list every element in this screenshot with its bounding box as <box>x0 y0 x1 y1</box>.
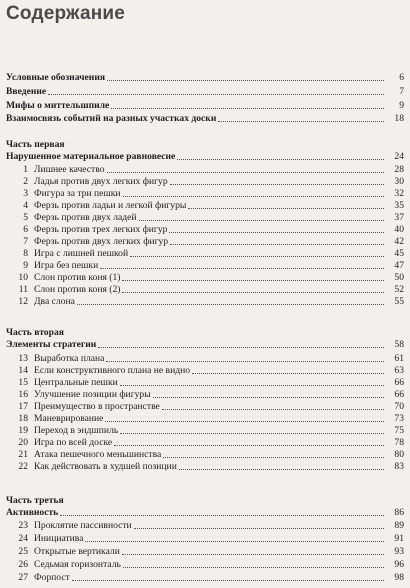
leader-dots <box>107 79 384 81</box>
part-heading-title: Нарушенное материальное равновесие <box>6 151 176 162</box>
chapter-page: 89 <box>394 520 404 531</box>
chapter-title: Преимущество в пространстве <box>34 401 160 412</box>
chapter-title: Атака пешечного меньшинства <box>34 449 162 460</box>
chapter-row <box>6 176 404 187</box>
chapter-number: 16 <box>18 389 28 400</box>
chapter-row <box>6 389 404 400</box>
chapter-number: 3 <box>23 188 28 199</box>
chapter-title: Фигура за три пешки <box>34 188 121 199</box>
leader-dots <box>120 432 384 434</box>
chapter-title: Ферзь против двух ладей <box>34 212 137 223</box>
leader-dots <box>106 360 384 362</box>
chapter-title: Улучшение позиции фигуры <box>34 389 151 400</box>
chapter-page: 47 <box>394 260 404 271</box>
chapter-number: 19 <box>18 425 28 436</box>
leader-dots <box>60 514 384 516</box>
chapter-number: 27 <box>18 572 28 583</box>
entry-page: 18 <box>394 113 404 124</box>
chapter-row <box>6 200 404 211</box>
chapter-page: 30 <box>394 176 404 187</box>
chapter-row <box>6 164 404 175</box>
chapter-number: 17 <box>18 401 28 412</box>
chapter-number: 24 <box>18 533 28 544</box>
leader-dots <box>163 456 384 458</box>
leader-dots <box>134 527 384 529</box>
leader-dots <box>188 207 384 209</box>
chapter-number: 1 <box>23 164 28 175</box>
leader-dots <box>170 183 384 185</box>
chapter-row <box>6 353 404 364</box>
chapter-row <box>6 413 404 424</box>
chapter-row <box>6 449 404 460</box>
toc-entry <box>6 113 404 124</box>
leader-dots <box>153 396 384 398</box>
chapter-row <box>6 260 404 271</box>
chapter-page: 91 <box>394 533 404 544</box>
chapter-row <box>6 401 404 412</box>
chapter-page: 55 <box>394 296 404 307</box>
chapter-row <box>6 284 404 295</box>
part-heading-title: Активность <box>6 507 59 518</box>
chapter-number: 25 <box>18 546 28 557</box>
leader-dots <box>139 219 384 221</box>
chapter-number: 5 <box>23 212 28 223</box>
leader-dots <box>105 420 384 422</box>
chapter-number: 9 <box>23 260 28 271</box>
chapter-page: 61 <box>394 353 404 364</box>
chapter-row <box>6 272 404 283</box>
chapter-page: 42 <box>394 236 404 247</box>
entry-page: 58 <box>394 339 404 350</box>
leader-dots <box>72 579 384 581</box>
chapter-title: Выработка плана <box>34 353 105 364</box>
part-heading <box>6 151 404 162</box>
entry-title: Мифы о миттельшпиле <box>6 100 110 111</box>
chapter-row <box>6 425 404 436</box>
chapter-page: 83 <box>394 461 404 472</box>
chapter-number: 10 <box>18 272 28 283</box>
chapter-title: Открытые вертикали <box>34 546 120 557</box>
leader-dots <box>100 267 384 269</box>
chapter-page: 93 <box>394 546 404 557</box>
chapter-number: 7 <box>23 236 28 247</box>
part-label: Часть вторая <box>6 327 64 338</box>
chapter-row <box>6 559 404 570</box>
leader-dots <box>123 566 384 568</box>
chapter-row <box>6 224 404 235</box>
chapter-number: 13 <box>18 353 28 364</box>
chapter-title: Ферзь против ладьи и легкой фигуры <box>34 200 187 211</box>
entry-page: 9 <box>399 100 404 111</box>
chapter-row <box>6 520 404 531</box>
leader-dots <box>179 468 384 470</box>
chapter-title: Как действовать в худшей позиции <box>34 461 177 472</box>
chapter-row <box>6 572 404 583</box>
chapter-row <box>6 365 404 376</box>
chapter-title: Лишнее качество <box>34 164 105 175</box>
entry-page: 86 <box>394 507 404 518</box>
chapter-number: 8 <box>23 248 28 259</box>
toc-entry <box>6 86 404 97</box>
chapter-title: Проклятие пассивности <box>34 520 132 531</box>
chapter-page: 80 <box>394 449 404 460</box>
chapter-number: 15 <box>18 377 28 388</box>
chapter-title: Ферзь против двух легких фигур <box>34 236 169 247</box>
leader-dots <box>98 346 384 348</box>
entry-page: 6 <box>399 72 404 83</box>
leader-dots <box>169 231 384 233</box>
chapter-row <box>6 546 404 557</box>
leader-dots <box>122 279 384 281</box>
chapter-number: 6 <box>23 224 28 235</box>
chapter-page: 32 <box>394 188 404 199</box>
chapter-number: 21 <box>18 449 28 460</box>
chapter-number: 14 <box>18 365 28 376</box>
chapter-title: Форпост <box>34 572 70 583</box>
leader-dots <box>192 372 384 374</box>
chapter-row <box>6 296 404 307</box>
chapter-row <box>6 188 404 199</box>
page-title: Содержание <box>6 3 126 24</box>
part-label: Часть первая <box>6 139 65 150</box>
chapter-page: 35 <box>394 200 404 211</box>
chapter-number: 12 <box>18 296 28 307</box>
chapter-page: 66 <box>394 389 404 400</box>
entry-title: Взаимосвязь событий на разных участках доски <box>6 113 217 124</box>
leader-dots <box>122 553 384 555</box>
chapter-title: Маневрирование <box>34 413 104 424</box>
leader-dots <box>130 255 384 257</box>
chapter-title: Игра по всей доске <box>34 437 113 448</box>
chapter-number: 4 <box>23 200 28 211</box>
chapter-title: Два слона <box>34 296 75 307</box>
leader-dots <box>170 243 384 245</box>
leader-dots <box>114 444 384 446</box>
chapter-title: Если конструктивного плана не видно <box>34 365 191 376</box>
chapter-page: 75 <box>394 425 404 436</box>
chapter-page: 63 <box>394 365 404 376</box>
chapter-number: 26 <box>18 559 28 570</box>
leader-dots <box>177 158 384 160</box>
chapter-title: Инициатива <box>34 533 84 544</box>
chapter-page: 98 <box>394 572 404 583</box>
chapter-title: Игра с лишней пешкой <box>34 248 129 259</box>
chapter-title: Седьмая горизонталь <box>34 559 121 570</box>
leader-dots <box>122 291 384 293</box>
leader-dots <box>48 93 384 95</box>
entry-page: 24 <box>394 151 404 162</box>
chapter-page: 70 <box>394 401 404 412</box>
chapter-row <box>6 248 404 259</box>
leader-dots <box>111 107 384 109</box>
chapter-page: 28 <box>394 164 404 175</box>
leader-dots <box>107 171 384 173</box>
leader-dots <box>85 540 384 542</box>
chapter-row <box>6 461 404 472</box>
chapter-number: 2 <box>23 176 28 187</box>
chapter-title: Центральные пешки <box>34 377 118 388</box>
chapter-number: 22 <box>18 461 28 472</box>
chapter-row <box>6 533 404 544</box>
chapter-row <box>6 236 404 247</box>
chapter-title: Слон против коня (2) <box>34 284 121 295</box>
part-heading-title: Элементы стратегии <box>6 339 97 350</box>
chapter-number: 11 <box>18 284 28 295</box>
chapter-row <box>6 212 404 223</box>
chapter-title: Слон против коня (1) <box>34 272 121 283</box>
chapter-page: 37 <box>394 212 404 223</box>
toc-entry <box>6 72 404 83</box>
chapter-page: 73 <box>394 413 404 424</box>
chapter-page: 40 <box>394 224 404 235</box>
chapter-page: 78 <box>394 437 404 448</box>
chapter-page: 50 <box>394 272 404 283</box>
leader-dots <box>123 195 384 197</box>
chapter-title: Ферзь против трех легких фигур <box>34 224 168 235</box>
part-label: Часть третья <box>6 495 64 506</box>
chapter-number: 18 <box>18 413 28 424</box>
chapter-page: 52 <box>394 284 404 295</box>
entry-page: 7 <box>399 86 404 97</box>
chapter-page: 45 <box>394 248 404 259</box>
chapter-title: Ладья против двух легких фигур <box>34 176 168 187</box>
leader-dots <box>162 408 384 410</box>
entry-title: Условные обозначения <box>6 72 106 83</box>
chapter-title: Переход в эндшпиль <box>34 425 119 436</box>
leader-dots <box>120 384 384 386</box>
chapter-page: 66 <box>394 377 404 388</box>
leader-dots <box>218 120 384 122</box>
chapter-row <box>6 377 404 388</box>
part-heading <box>6 339 404 350</box>
chapter-page: 96 <box>394 559 404 570</box>
leader-dots <box>77 303 384 305</box>
part-heading <box>6 507 404 518</box>
entry-title: Введение <box>6 86 47 97</box>
chapter-number: 23 <box>18 520 28 531</box>
chapter-number: 20 <box>18 437 28 448</box>
chapter-title: Игра без пешки <box>34 260 99 271</box>
chapter-row <box>6 437 404 448</box>
toc-entry <box>6 100 404 111</box>
